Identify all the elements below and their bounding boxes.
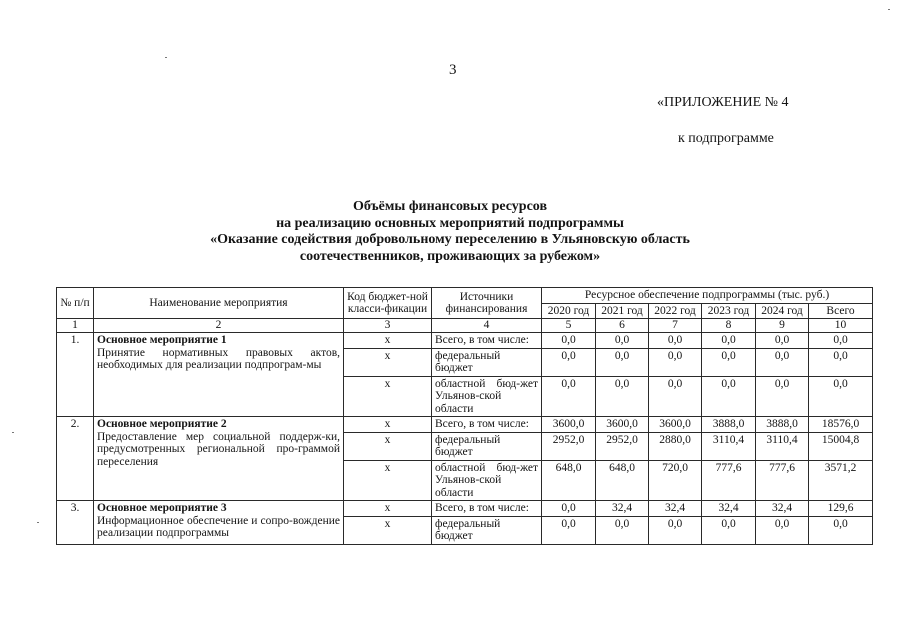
total-value: 0,0 bbox=[809, 516, 873, 544]
scan-speck bbox=[12, 432, 14, 433]
column-number: 3 bbox=[344, 319, 432, 333]
year-value: 0,0 bbox=[756, 348, 809, 376]
total-value: 0,0 bbox=[809, 376, 873, 417]
budget-code: х bbox=[344, 348, 432, 376]
year-value: 0,0 bbox=[649, 516, 702, 544]
year-value: 0,0 bbox=[542, 333, 596, 349]
year-value: 777,6 bbox=[702, 460, 756, 501]
budget-code: х bbox=[344, 460, 432, 501]
page-number: 3 bbox=[449, 62, 457, 78]
year-value: 2880,0 bbox=[649, 432, 702, 460]
funding-source: Всего, в том числе: bbox=[432, 501, 542, 517]
header-year: 2021 год bbox=[596, 303, 649, 319]
scan-speck bbox=[165, 57, 167, 58]
year-value: 0,0 bbox=[649, 348, 702, 376]
total-value: 129,6 bbox=[809, 501, 873, 517]
header-name: Наименование мероприятия bbox=[94, 288, 344, 319]
total-value: 15004,8 bbox=[809, 432, 873, 460]
year-value: 0,0 bbox=[596, 516, 649, 544]
column-number: 10 bbox=[809, 319, 873, 333]
activity-cell bbox=[94, 417, 344, 501]
funding-source: Всего, в том числе: bbox=[432, 333, 542, 349]
total-value: 18576,0 bbox=[809, 417, 873, 433]
year-value: 0,0 bbox=[542, 516, 596, 544]
year-value: 0,0 bbox=[702, 333, 756, 349]
year-value: 0,0 bbox=[596, 376, 649, 417]
header-row bbox=[57, 288, 873, 304]
column-number: 2 bbox=[94, 319, 344, 333]
year-value: 3600,0 bbox=[596, 417, 649, 433]
scan-speck bbox=[888, 9, 890, 10]
budget-code: х bbox=[344, 417, 432, 433]
activity-title: Основное мероприятие 2 bbox=[97, 418, 227, 430]
year-value: 32,4 bbox=[596, 501, 649, 517]
year-value: 0,0 bbox=[596, 333, 649, 349]
year-value: 0,0 bbox=[649, 333, 702, 349]
year-value: 648,0 bbox=[542, 460, 596, 501]
funding-source: областной бюд-жет Ульянов-ской области bbox=[432, 460, 542, 501]
year-value: 0,0 bbox=[542, 501, 596, 517]
year-value: 3110,4 bbox=[702, 432, 756, 460]
activity-number: 3. bbox=[57, 501, 94, 545]
year-value: 0,0 bbox=[756, 333, 809, 349]
table-row bbox=[57, 333, 873, 349]
column-number: 4 bbox=[432, 319, 542, 333]
total-value: 3571,2 bbox=[809, 460, 873, 501]
title-line: соотечественников, проживающих за рубежом» bbox=[299, 248, 601, 264]
scan-speck bbox=[37, 522, 39, 523]
year-value: 0,0 bbox=[756, 376, 809, 417]
column-number: 5 bbox=[542, 319, 596, 333]
title-line: «Оказание содействия добровольному переселению в Ульяновскую область bbox=[210, 232, 690, 247]
year-value: 0,0 bbox=[756, 516, 809, 544]
column-number: 7 bbox=[649, 319, 702, 333]
header-code: Код бюджет-ной класси-фикации bbox=[344, 288, 432, 319]
header-year: 2023 год bbox=[702, 303, 756, 319]
budget-code: х bbox=[344, 333, 432, 349]
funding-source: федеральный бюджет bbox=[432, 516, 542, 544]
year-value: 0,0 bbox=[596, 348, 649, 376]
year-value: 0,0 bbox=[702, 516, 756, 544]
header-total: Всего bbox=[809, 303, 873, 319]
column-number: 6 bbox=[596, 319, 649, 333]
activity-description: Информационное обеспечение и сопро-вождение реализации подпрограммы bbox=[97, 514, 340, 539]
header-source: Источники финансирования bbox=[432, 288, 542, 319]
document-title bbox=[100, 199, 800, 265]
header-resource: Ресурсное обеспечение подпрограммы (тыс. руб.) bbox=[542, 288, 873, 304]
budget-table bbox=[56, 287, 873, 545]
activity-cell bbox=[94, 501, 344, 545]
activity-description: Предоставление мер социальной поддерж-ки, предусмотренных региональной про-граммой переселения bbox=[97, 430, 340, 468]
column-number: 9 bbox=[756, 319, 809, 333]
total-value: 0,0 bbox=[809, 333, 873, 349]
year-value: 3600,0 bbox=[542, 417, 596, 433]
year-value: 2952,0 bbox=[542, 432, 596, 460]
table-row bbox=[57, 417, 873, 433]
year-value: 3888,0 bbox=[756, 417, 809, 433]
header-num: № п/п bbox=[57, 288, 94, 319]
year-value: 2952,0 bbox=[596, 432, 649, 460]
year-value: 3600,0 bbox=[649, 417, 702, 433]
column-number: 8 bbox=[702, 319, 756, 333]
appendix-label: «ПРИЛОЖЕНИЕ № 4 bbox=[657, 95, 789, 110]
year-value: 32,4 bbox=[702, 501, 756, 517]
year-value: 3110,4 bbox=[756, 432, 809, 460]
budget-code: х bbox=[344, 432, 432, 460]
year-value: 3888,0 bbox=[702, 417, 756, 433]
year-value: 0,0 bbox=[702, 348, 756, 376]
column-number-row bbox=[57, 319, 873, 333]
activity-description: Принятие нормативных правовых актов, необходимых для реализации подпрограм-мы bbox=[97, 346, 340, 371]
funding-source: федеральный бюджет bbox=[432, 432, 542, 460]
activity-number: 2. bbox=[57, 417, 94, 501]
budget-code: х bbox=[344, 516, 432, 544]
budget-code: х bbox=[344, 376, 432, 417]
activity-cell bbox=[94, 333, 344, 417]
appendix-subtitle: к подпрограмме bbox=[678, 131, 774, 146]
title-line: на реализацию основных мероприятий подпрограммы bbox=[276, 215, 624, 231]
year-value: 0,0 bbox=[542, 348, 596, 376]
funding-source: Всего, в том числе: bbox=[432, 417, 542, 433]
activity-title: Основное мероприятие 1 bbox=[97, 334, 227, 346]
header-year: 2024 год bbox=[756, 303, 809, 319]
header-year: 2020 год bbox=[542, 303, 596, 319]
year-value: 777,6 bbox=[756, 460, 809, 501]
year-value: 648,0 bbox=[596, 460, 649, 501]
year-value: 32,4 bbox=[756, 501, 809, 517]
budget-code: х bbox=[344, 501, 432, 517]
column-number: 1 bbox=[57, 319, 94, 333]
total-value: 0,0 bbox=[809, 348, 873, 376]
funding-source: областной бюд-жет Ульянов-ской области bbox=[432, 376, 542, 417]
year-value: 0,0 bbox=[649, 376, 702, 417]
activity-title: Основное мероприятие 3 bbox=[97, 502, 227, 514]
table-row bbox=[57, 501, 873, 517]
year-value: 0,0 bbox=[702, 376, 756, 417]
year-value: 720,0 bbox=[649, 460, 702, 501]
title-line: Объёмы финансовых ресурсов bbox=[352, 199, 548, 214]
year-value: 32,4 bbox=[649, 501, 702, 517]
funding-source: федеральный бюджет bbox=[432, 348, 542, 376]
activity-number: 1. bbox=[57, 333, 94, 417]
header-year: 2022 год bbox=[649, 303, 702, 319]
year-value: 0,0 bbox=[542, 376, 596, 417]
